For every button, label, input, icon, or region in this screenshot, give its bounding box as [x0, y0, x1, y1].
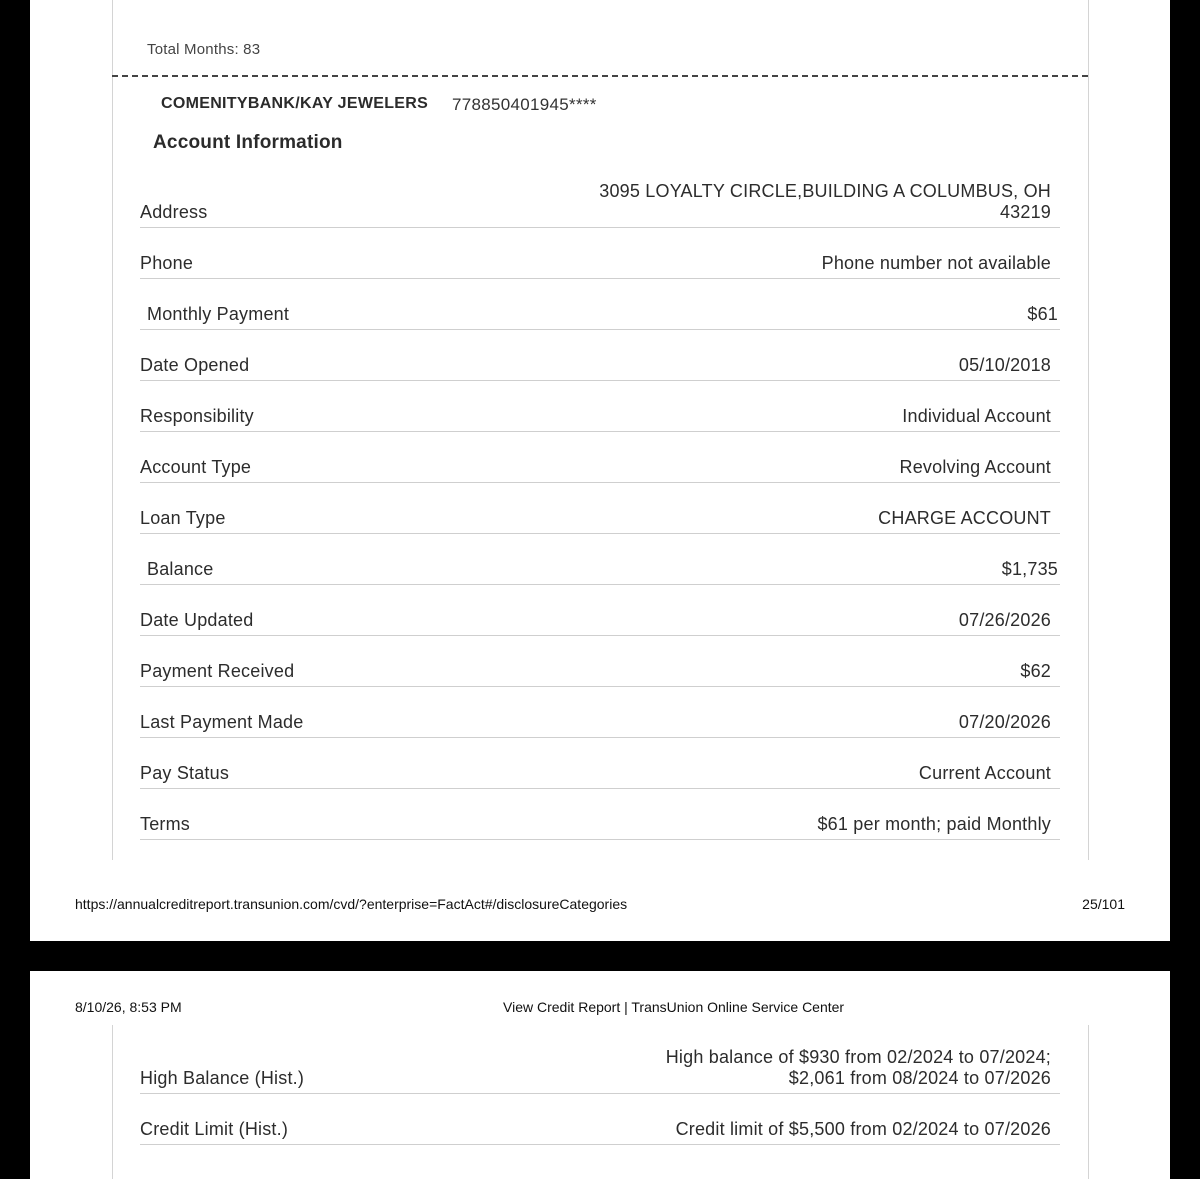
field-label: Pay Status — [140, 763, 230, 783]
field-row-phone — [140, 238, 1060, 279]
field-value — [599, 181, 1051, 223]
field-value: Current Account — [918, 763, 1051, 783]
field-label: Date Updated — [140, 610, 254, 630]
field-row-date-opened — [140, 340, 1060, 381]
field-row-address — [140, 172, 1060, 228]
field-value — [666, 1047, 1051, 1089]
content-border-right — [1088, 0, 1089, 860]
footer-page-number: 25/101 — [1082, 896, 1125, 912]
total-months: Total Months: 83 — [147, 41, 261, 58]
content-border-left — [112, 1025, 113, 1179]
field-value: Individual Account — [902, 406, 1051, 426]
field-value: Credit limit of $5,500 from 02/2024 to 07/2026 — [675, 1119, 1051, 1139]
field-row-responsibility — [140, 391, 1060, 432]
field-label: Address — [140, 202, 208, 222]
field-value-line: 43219 — [999, 202, 1051, 222]
field-row-monthly-payment — [140, 289, 1060, 330]
field-value-line: $2,061 from 08/2024 to 07/2026 — [788, 1068, 1051, 1088]
field-row-high-balance-hist — [140, 1039, 1060, 1094]
field-label: High Balance (Hist.) — [140, 1068, 305, 1088]
field-value-line: 3095 LOYALTY CIRCLE,BUILDING A COLUMBUS, OH — [599, 181, 1051, 201]
field-label: Phone — [140, 253, 194, 273]
field-row-credit-limit-hist — [140, 1104, 1060, 1145]
field-label: Date Opened — [140, 355, 250, 375]
content-border-left — [112, 0, 113, 860]
section-title-account-information: Account Information — [153, 132, 343, 153]
field-row-payment-received — [140, 646, 1060, 687]
field-row-balance — [140, 544, 1060, 585]
field-value: 07/20/2026 — [958, 712, 1051, 732]
field-value: Revolving Account — [899, 457, 1051, 477]
field-row-last-payment-made — [140, 697, 1060, 738]
field-label: Credit Limit (Hist.) — [140, 1119, 289, 1139]
field-value: CHARGE ACCOUNT — [878, 508, 1051, 528]
content-border-right — [1088, 1025, 1089, 1179]
report-page-25 — [30, 0, 1170, 941]
field-row-account-type — [140, 442, 1060, 483]
header-datetime: 8/10/26, 8:53 PM — [75, 999, 182, 1015]
field-value: $61 per month; paid Monthly — [817, 814, 1051, 834]
field-row-date-updated — [140, 595, 1060, 636]
footer-url-link[interactable]: https://annualcreditreport.transunion.com/cvd/?enterprise=FactAct#/disclosureCategories — [75, 896, 628, 912]
account-creditor-name: COMENITYBANK/KAY JEWELERS — [161, 95, 429, 112]
field-row-terms — [140, 799, 1060, 840]
field-value: 05/10/2018 — [958, 355, 1051, 375]
field-value: $62 — [1020, 661, 1051, 681]
field-value: $1,735 — [1001, 559, 1058, 579]
account-number: 778850401945**** — [452, 95, 597, 114]
field-row-pay-status — [140, 748, 1060, 789]
field-label: Monthly Payment — [147, 304, 290, 324]
field-label: Responsibility — [140, 406, 254, 426]
field-row-loan-type — [140, 493, 1060, 534]
field-value-line: High balance of $930 from 02/2024 to 07/2024; — [665, 1047, 1051, 1067]
field-value: Phone number not available — [821, 253, 1051, 273]
report-page-26 — [30, 971, 1170, 1179]
field-label: Terms — [140, 814, 190, 834]
header-page-title: View Credit Report | TransUnion Online Service Center — [503, 999, 845, 1015]
field-value: $61 — [1027, 304, 1058, 324]
field-value: 07/26/2026 — [958, 610, 1051, 630]
field-label: Payment Received — [140, 661, 295, 681]
field-label: Account Type — [140, 457, 252, 477]
field-label: Last Payment Made — [140, 712, 304, 732]
field-label: Balance — [147, 559, 214, 579]
field-label: Loan Type — [140, 508, 226, 528]
account-divider — [112, 75, 1088, 77]
